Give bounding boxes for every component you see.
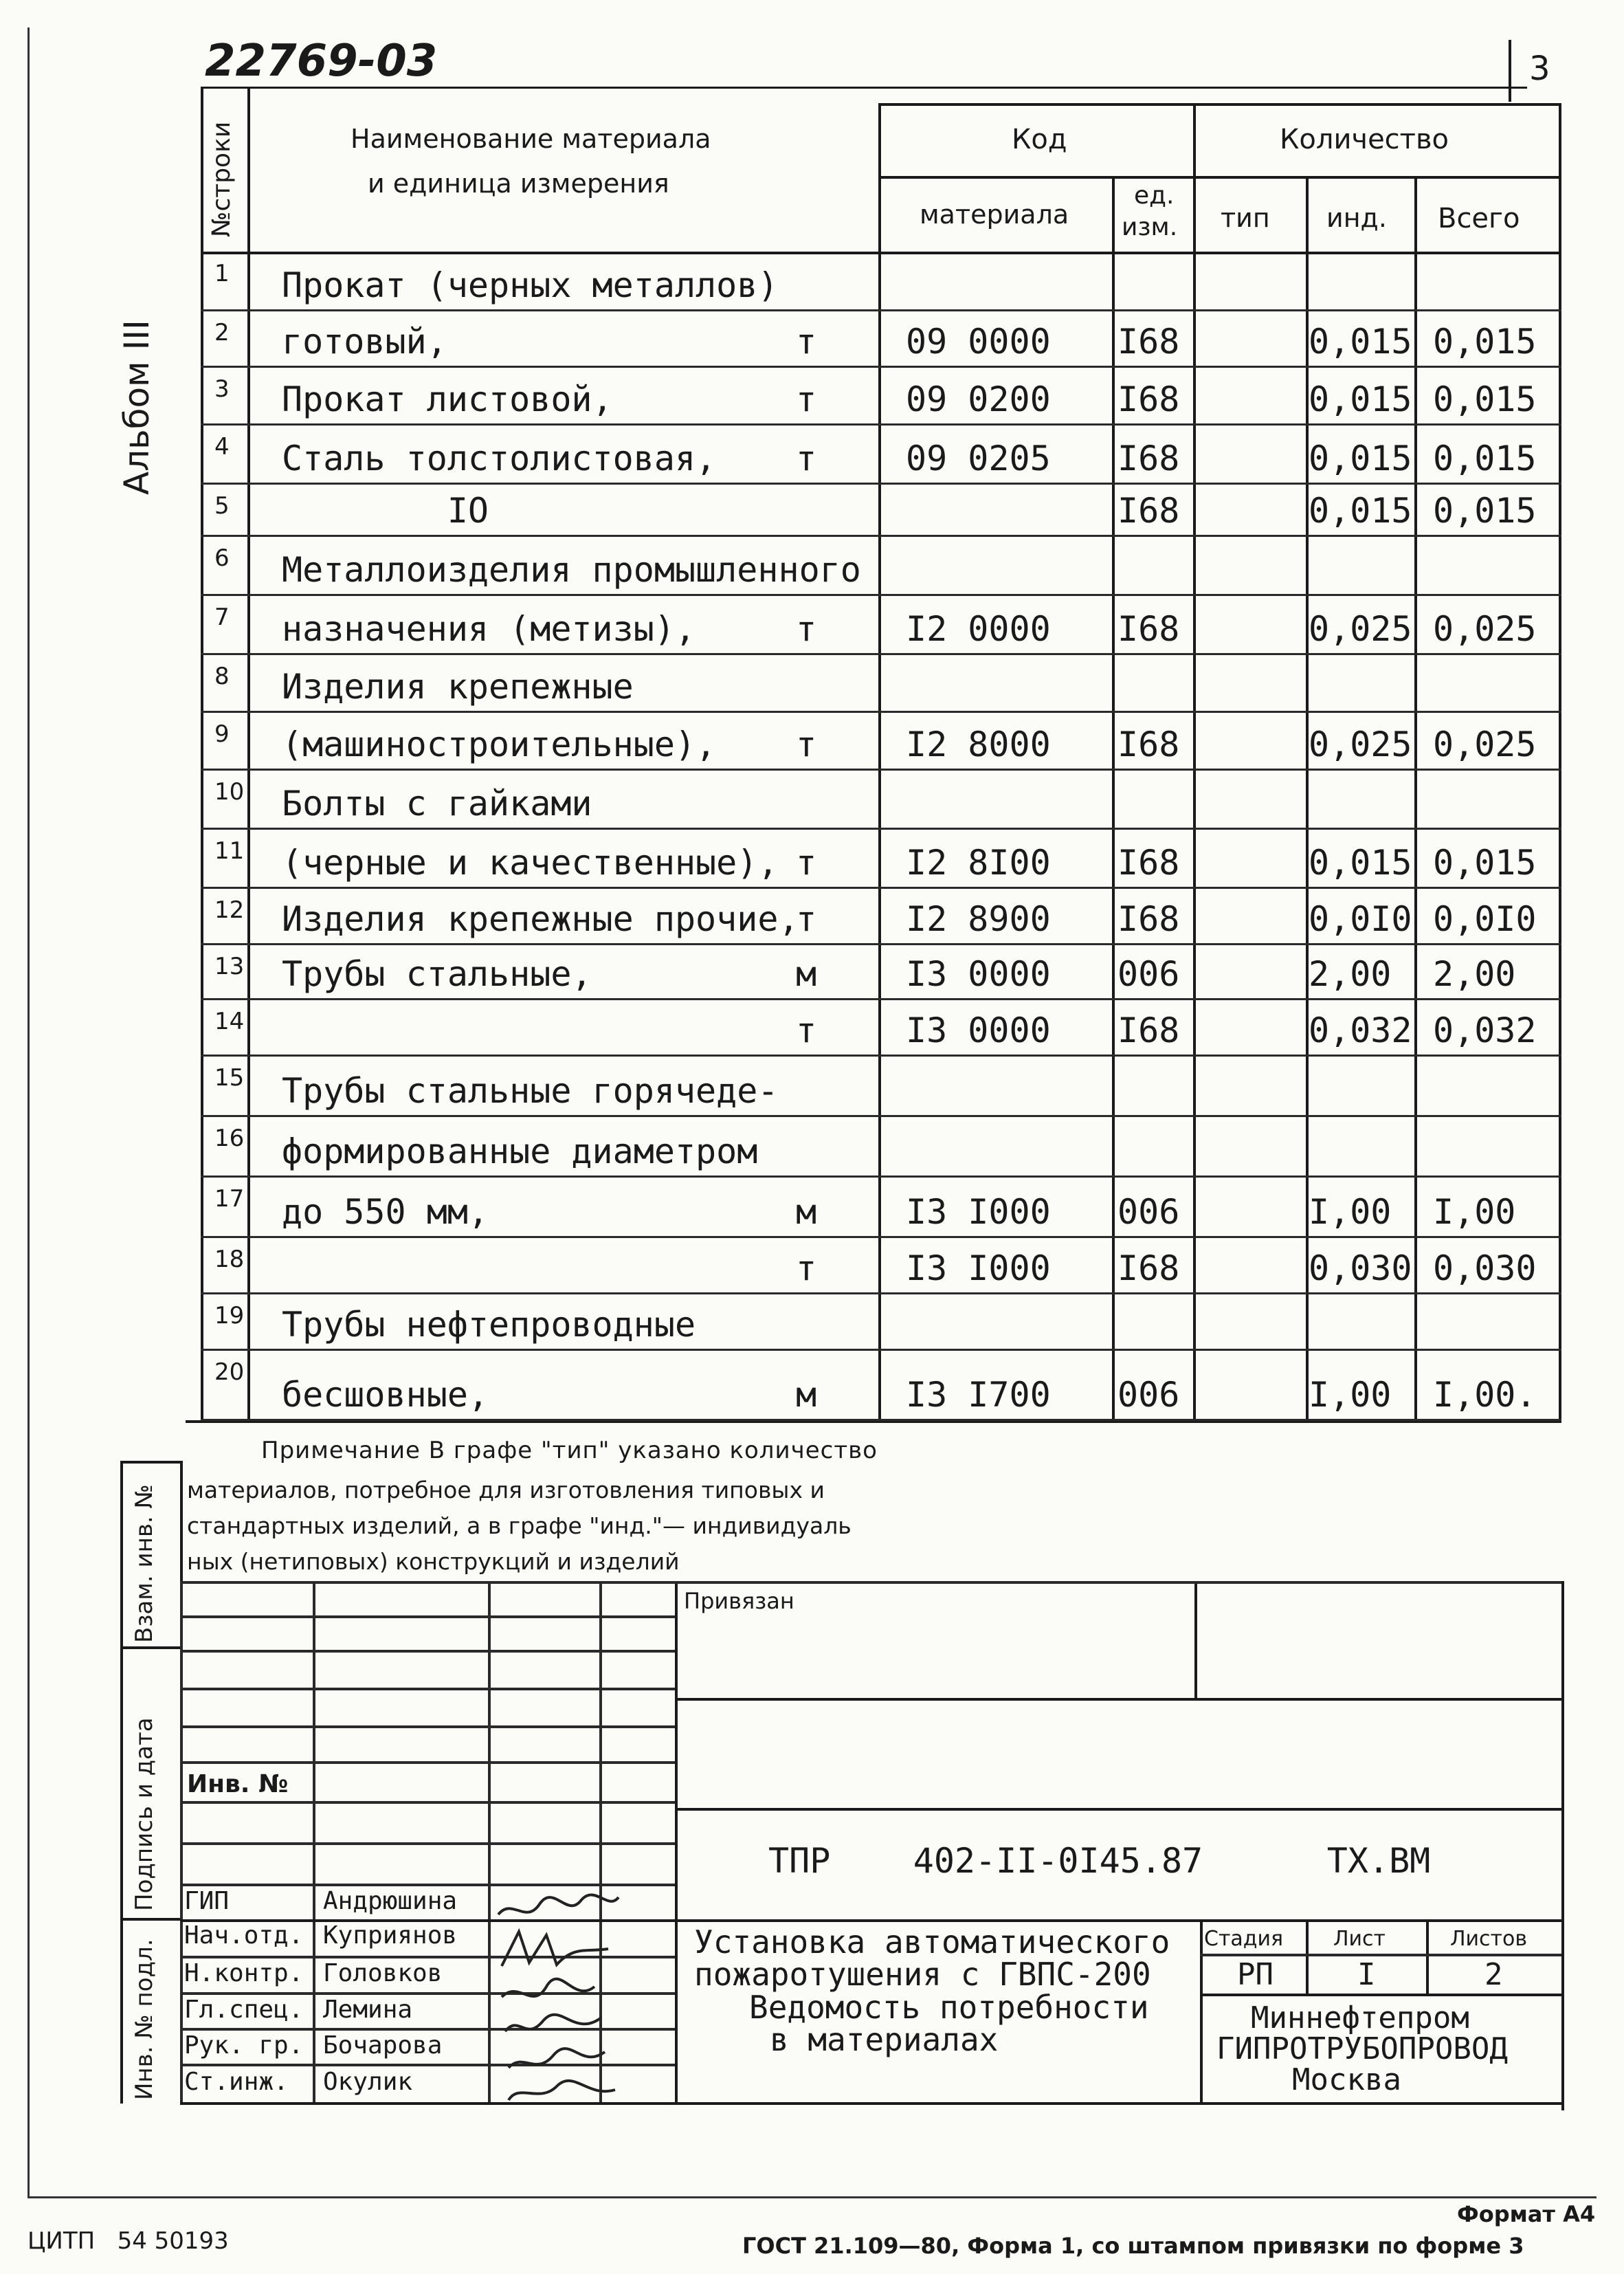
stamp-org-line1: Миннефтепром — [1251, 2000, 1469, 2035]
row-total: 0,025 — [1433, 609, 1537, 649]
row-number: 19 — [214, 1302, 245, 1329]
note-line2: материалов, потребное для изготовления типовых и — [187, 1477, 825, 1503]
stamp-person-name: Куприянов — [323, 1921, 458, 1950]
row-ind: 0,025 — [1309, 725, 1412, 764]
row-code: I3 0000 — [906, 1011, 1051, 1050]
row-unit: м — [796, 1192, 817, 1232]
stamp-sheet: I — [1357, 1957, 1376, 1992]
stamp-stage: РП — [1237, 1957, 1273, 1992]
row-unit: м — [796, 1375, 817, 1415]
row-name: (машиностроительные), — [282, 725, 717, 764]
row-number: 2 — [214, 319, 230, 346]
footer-format: Формат А4 — [1457, 2201, 1596, 2227]
row-name: Прокат (черных металлов) — [282, 265, 779, 305]
stamp-person-name: Окулик — [323, 2068, 413, 2096]
header-name-line1: Наименование материала — [351, 124, 711, 154]
row-ei: 006 — [1117, 1375, 1180, 1415]
header-unit-line2: изм. — [1122, 213, 1178, 241]
row-code: I3 I700 — [906, 1375, 1051, 1415]
row-unit: т — [796, 1248, 817, 1288]
row-ind: I,00 — [1309, 1192, 1392, 1232]
header-total: Всего — [1438, 203, 1520, 234]
stamp-role: Рук. гр. — [184, 2031, 304, 2060]
row-unit: т — [796, 725, 817, 764]
row-number: 10 — [214, 778, 245, 806]
footer-right: ГОСТ 21.109—80, Форма 1, со штампом привязки по форме 3 — [742, 2233, 1524, 2259]
note-line1: Примечание В графе "тип" указано количество — [261, 1437, 878, 1464]
stamp-person-name: Лемина — [323, 1996, 413, 2024]
stamp-stage-label: Стадия — [1204, 1927, 1284, 1951]
row-ind: 0,015 — [1309, 322, 1412, 362]
note-line3: стандартных изделий, а в графе "инд."— индивидуаль — [187, 1512, 852, 1539]
row-number: 11 — [214, 837, 245, 865]
header-code: Код — [1012, 124, 1067, 155]
row-ei: I68 — [1117, 609, 1180, 649]
footer-left: ЦИТП 54 50193 — [27, 2227, 229, 2255]
signatures — [491, 1884, 622, 2104]
row-ind: 0,030 — [1309, 1248, 1412, 1288]
row-ei: 006 — [1117, 1192, 1180, 1232]
header-unit-line1: ед. — [1134, 181, 1175, 210]
row-unit: т — [796, 899, 817, 939]
row-ei: I68 — [1117, 843, 1180, 883]
stamp-org-line2: ГИПРОТРУБОПРОВОД — [1216, 2031, 1508, 2066]
row-code: I2 8I00 — [906, 843, 1051, 883]
row-number: 14 — [214, 1008, 245, 1035]
row-name: Прокат листовой, — [282, 379, 613, 419]
stamp-person-name: Андрюшина — [323, 1887, 458, 1915]
stamp-title-line4: в материалах — [770, 2021, 999, 2058]
header-material: материала — [920, 199, 1069, 230]
row-name: Болты с гайками — [282, 784, 592, 824]
row-ind: 0,0I0 — [1309, 899, 1412, 939]
row-total: 0,0I0 — [1433, 899, 1537, 939]
stamp-person-name: Головков — [323, 1959, 443, 1987]
row-number: 4 — [214, 433, 230, 461]
row-ind: 0,032 — [1309, 1011, 1412, 1050]
row-ei: I68 — [1117, 491, 1180, 531]
row-code: I2 0000 — [906, 609, 1051, 649]
stamp-role: Гл.спец. — [184, 1996, 304, 2024]
row-total: I,00 — [1433, 1192, 1516, 1232]
album-label: Альбом III — [117, 320, 157, 495]
row-total: 2,00 — [1433, 954, 1516, 994]
stamp-org-line3: Москва — [1292, 2062, 1401, 2097]
row-number: 7 — [214, 604, 230, 631]
row-ei: I68 — [1117, 1248, 1180, 1288]
header-ind: инд. — [1326, 203, 1387, 233]
row-ind: 0,025 — [1309, 609, 1412, 649]
row-unit: т — [796, 609, 817, 649]
row-total: 0,030 — [1433, 1248, 1537, 1288]
stamp-privyazan: Привязан — [684, 1588, 794, 1614]
stamp-title-line2: пожаротушения с ГВПС-200 — [694, 1956, 1151, 1993]
row-number: 9 — [214, 720, 230, 748]
row-ei: I68 — [1117, 379, 1180, 419]
row-ind: 0,015 — [1309, 491, 1412, 531]
stamp-title-line3: Ведомость потребности — [749, 1989, 1149, 2026]
stamp-sheets-label: Листов — [1450, 1927, 1528, 1951]
row-code: I3 0000 — [906, 954, 1051, 994]
signature-bocharova — [509, 2049, 605, 2068]
row-name: Трубы стальные, — [282, 954, 592, 994]
doc-number: 22769-03 — [205, 36, 438, 87]
note-line4: ных (нетиповых) конструкций и изделий — [187, 1548, 680, 1575]
signature-andryushina — [498, 1895, 619, 1914]
row-unit: м — [796, 954, 817, 994]
row-code: I3 I000 — [906, 1248, 1051, 1288]
row-total: 0,015 — [1433, 322, 1537, 362]
row-name: готовый, — [282, 322, 447, 362]
row-unit: т — [796, 379, 817, 419]
page-number-box — [1509, 40, 1511, 102]
side-label-podpis: Подпись и дата — [131, 1717, 158, 1911]
row-total: 0,015 — [1433, 491, 1537, 531]
row-code: I2 8900 — [906, 899, 1051, 939]
row-ind: 0,015 — [1309, 439, 1412, 478]
row-number: 8 — [214, 663, 230, 690]
row-ei: I68 — [1117, 439, 1180, 478]
row-ei: I68 — [1117, 899, 1180, 939]
header-row-number: №строки — [208, 121, 236, 237]
row-total: 0,025 — [1433, 725, 1537, 764]
row-name: назначения (метизы), — [282, 609, 696, 649]
row-number: 13 — [214, 953, 245, 980]
row-number: 17 — [214, 1185, 245, 1213]
row-total: I,00. — [1433, 1375, 1537, 1415]
stamp-person-name: Бочарова — [323, 2031, 443, 2060]
row-ei: I68 — [1117, 1011, 1180, 1050]
row-name: Металлоизделия промышленного — [282, 550, 861, 590]
row-name: бесшовные, — [282, 1375, 489, 1415]
header-type: тип — [1221, 203, 1270, 233]
row-number: 15 — [214, 1064, 245, 1092]
header-quantity: Количество — [1280, 124, 1449, 155]
row-ind: 2,00 — [1309, 954, 1392, 994]
side-label-vzam: Взам. инв. № — [131, 1484, 158, 1643]
row-name: формированные диаметром — [282, 1132, 758, 1171]
doc-number-underline — [201, 87, 1527, 89]
row-unit: т — [796, 1011, 817, 1050]
row-total: 0,015 — [1433, 843, 1537, 883]
row-code: 09 0205 — [906, 439, 1051, 478]
row-name: Изделия крепежные — [282, 667, 634, 707]
stamp-sheet-label: Лист — [1333, 1927, 1386, 1951]
row-unit: т — [796, 439, 817, 478]
row-number: 3 — [214, 375, 230, 403]
side-label-inv-podl: Инв. № подл. — [131, 1939, 158, 2100]
row-ind: 0,015 — [1309, 379, 1412, 419]
row-code: I3 I000 — [906, 1192, 1051, 1232]
row-ei: I68 — [1117, 322, 1180, 362]
row-total: 0,032 — [1433, 1011, 1537, 1050]
stamp-role: Н.контр. — [184, 1959, 304, 1987]
row-total: 0,015 — [1433, 379, 1537, 419]
stamp-title-line1: Установка автоматического — [694, 1923, 1170, 1961]
stamp-role: Ст.инж. — [184, 2068, 289, 2096]
row-number: 18 — [214, 1246, 245, 1273]
row-code: 09 0200 — [906, 379, 1051, 419]
signature-okulik — [509, 2081, 615, 2100]
row-name: до 550 мм, — [282, 1192, 489, 1232]
row-number: 16 — [214, 1125, 245, 1152]
row-name: Изделия крепежные прочие, — [282, 899, 799, 939]
row-name: Сталь толстолистовая, — [282, 439, 717, 478]
row-name: Трубы стальные горячеде- — [282, 1071, 779, 1111]
page-number: 3 — [1529, 49, 1550, 88]
row-ind: 0,015 — [1309, 843, 1412, 883]
signature-lemina — [505, 2015, 601, 2031]
row-number: 5 — [214, 492, 230, 520]
header-name-line2: и единица измерения — [368, 168, 669, 199]
signature-golovkov — [502, 1979, 594, 1997]
row-name: IO — [282, 491, 489, 531]
row-number: 20 — [214, 1358, 245, 1386]
stamp-role: Нач.отд. — [184, 1921, 304, 1950]
stamp-inv-no: Инв. № — [187, 1770, 289, 1798]
row-ind: I,00 — [1309, 1375, 1392, 1415]
row-code: I2 8000 — [906, 725, 1051, 764]
stamp-sheets: 2 — [1484, 1957, 1503, 1992]
signature-kupriyanov — [502, 1932, 608, 1966]
row-unit: т — [796, 322, 817, 362]
row-name: Трубы нефтепроводные — [282, 1305, 696, 1345]
row-unit: т — [796, 843, 817, 883]
row-ei: I68 — [1117, 725, 1180, 764]
stamp-designation: ТПР 402-II-0I45.87 ТХ.ВМ — [768, 1841, 1431, 1881]
row-number: 1 — [214, 260, 230, 287]
row-name: (черные и качественные), — [282, 843, 779, 883]
row-number: 12 — [214, 896, 245, 924]
row-code: 09 0000 — [906, 322, 1051, 362]
row-total: 0,015 — [1433, 439, 1537, 478]
row-ei: 006 — [1117, 954, 1180, 994]
stamp-role: ГИП — [184, 1887, 230, 1915]
row-number: 6 — [214, 544, 230, 572]
